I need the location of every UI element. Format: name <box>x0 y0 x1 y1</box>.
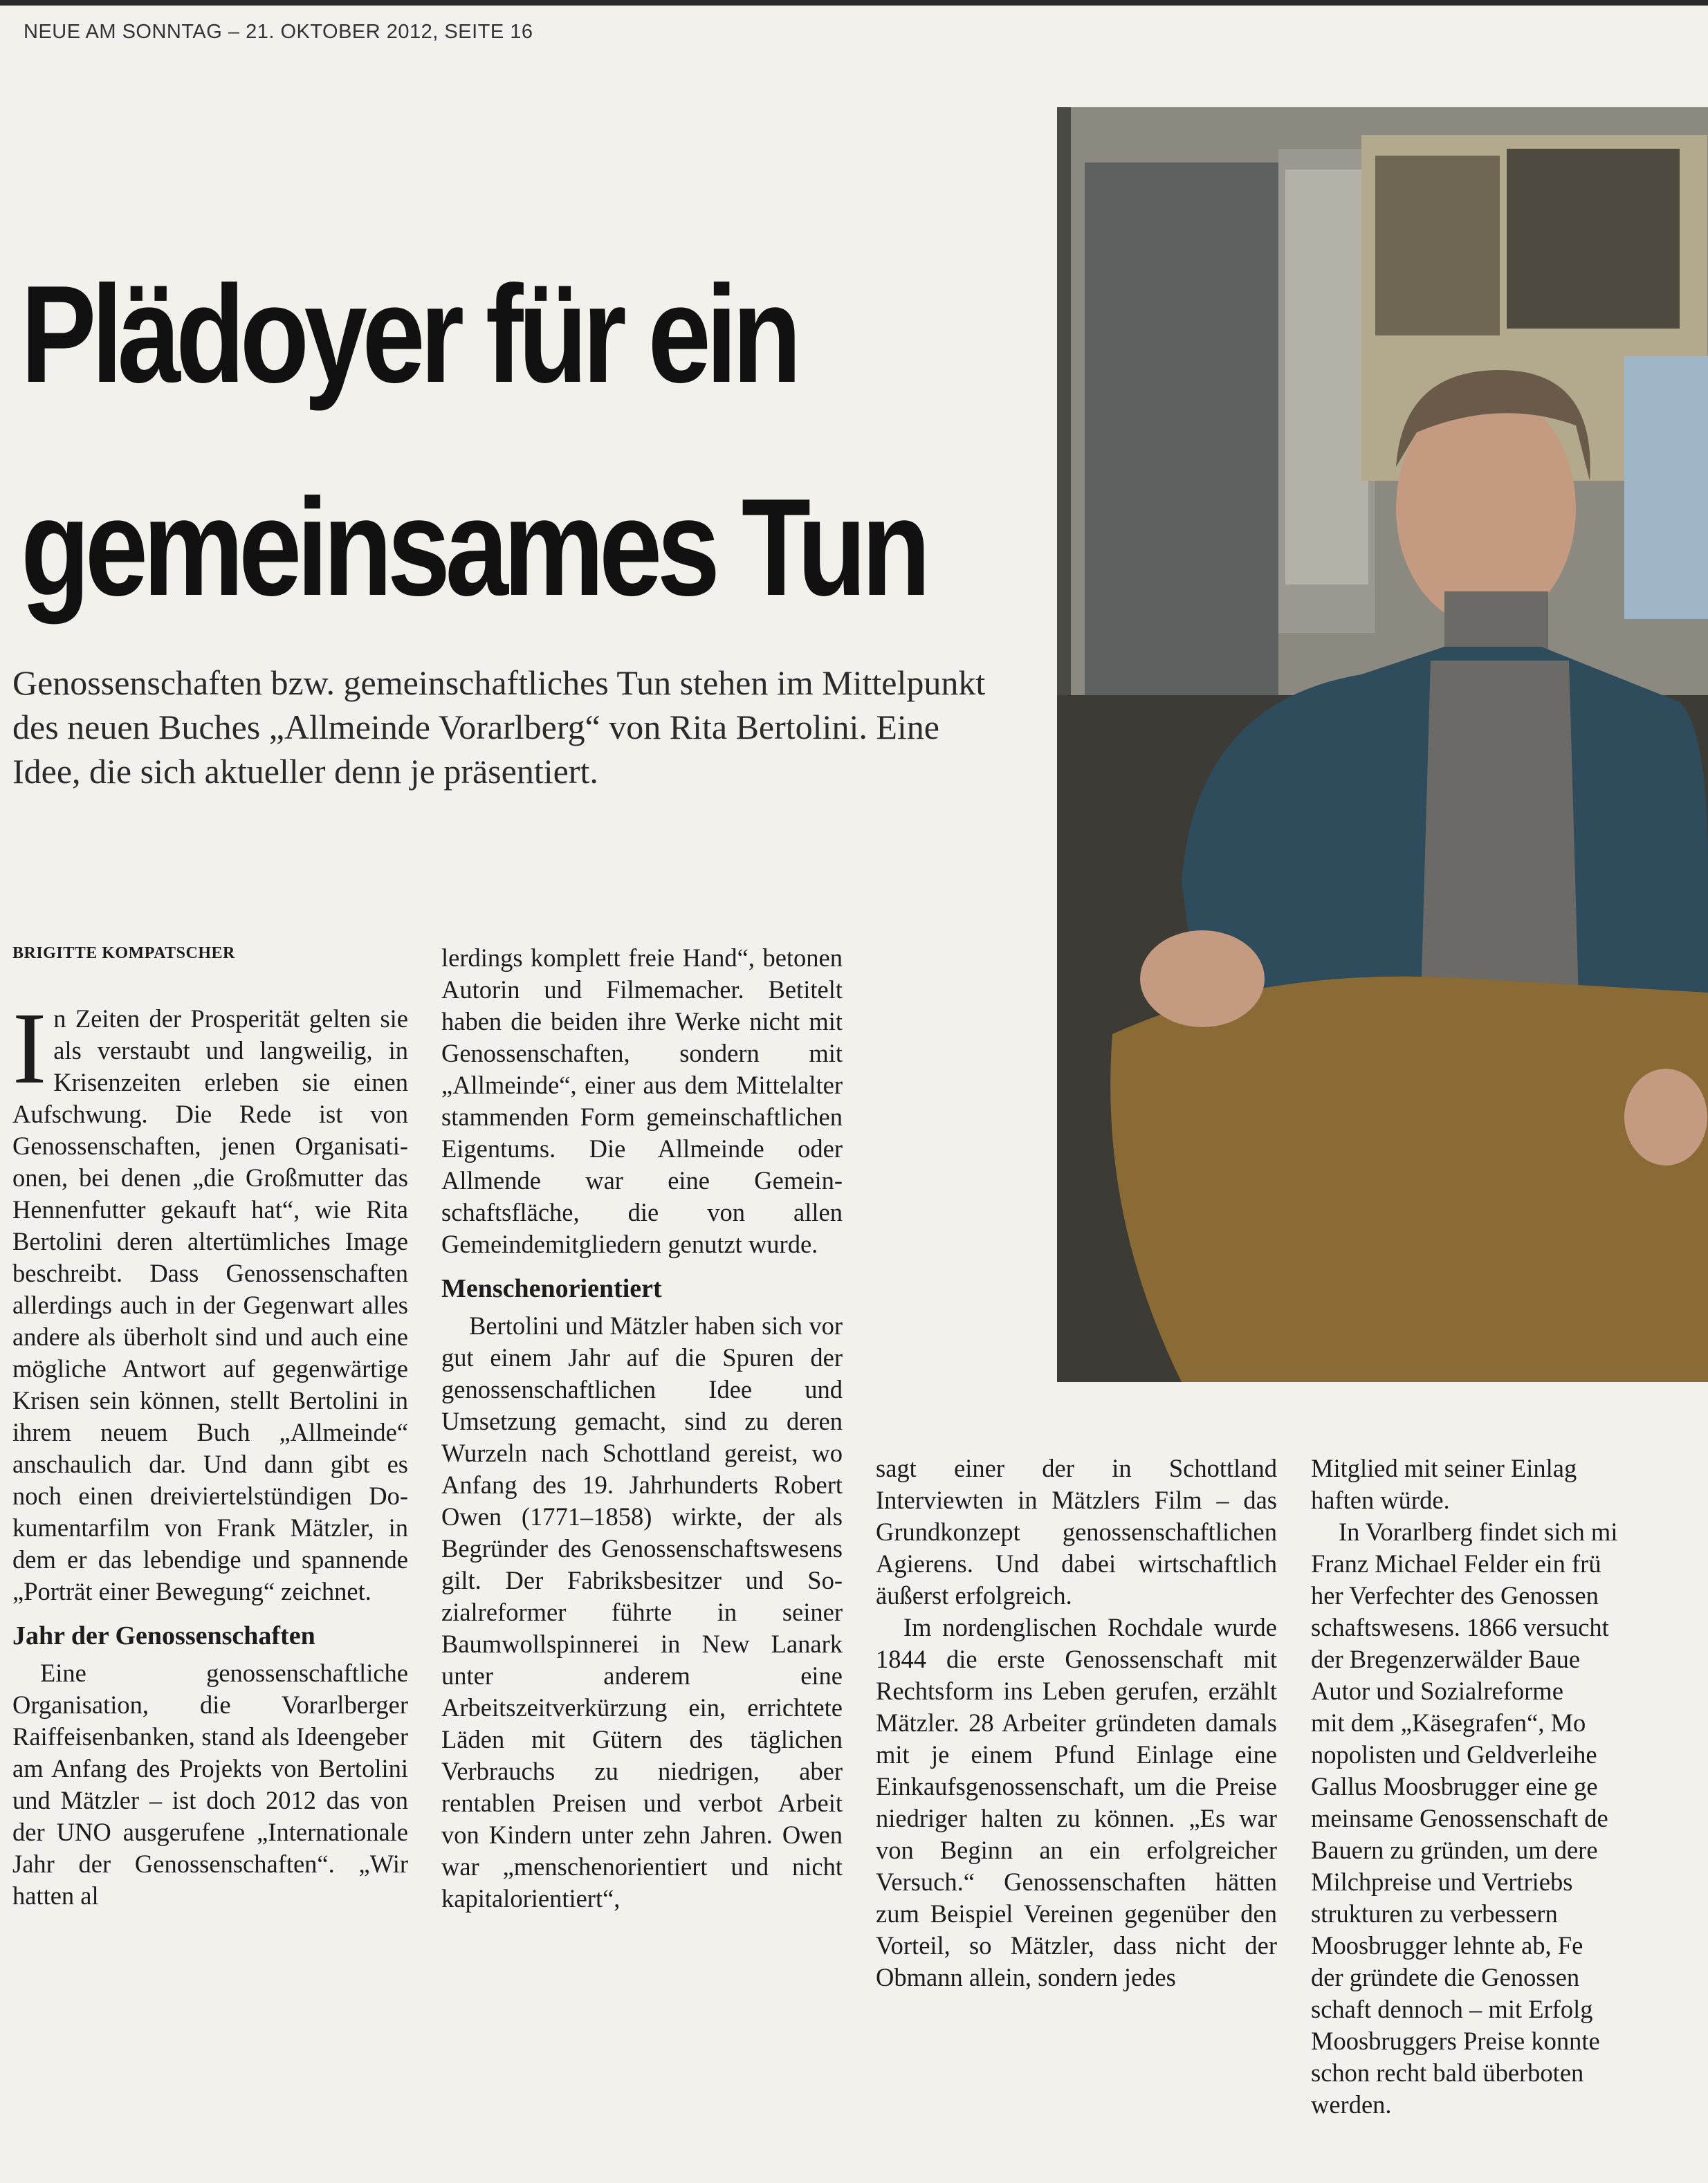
body-paragraph: n Zeiten der Prosperität gelten sie als verstaubt und langweilig, in Krisenzeiten erleben sie einen Aufschwung. Die Rede ist von Genossenschaften, jenen Organisationen, bei denen „die Großmutter das Hennenfutter gekauft hat“, wie Rita Bertolini deren altertümliches Image beschreibt. Dass Genossenschaften allerdings auch in der Gegenwart alles andere als überholt sind und auch eine mögliche Antwort auf gegenwärtige Krisen sein können, stellt Bertolini in ihrem neuem Buch „Allmeinde“ anschaulich dar. Und dann gibt es noch einen dreiviertelstündigen Dokumentarfilm von Frank Mätzler, in dem er das lebendige und spannende „Porträt einer Bewegung“ zeichnet. <box>12 1004 408 1605</box>
text-line: werden. <box>1311 2090 1392 2119</box>
headline-line-2: gemeinsames Tun <box>21 470 926 625</box>
text-line: meinsame Genossenschaft de <box>1311 1804 1608 1832</box>
text-line: Autor und Sozialreforme <box>1311 1677 1563 1705</box>
text-line: strukturen zu verbessern <box>1311 1899 1558 1928</box>
text-line: schaftswesens. 1866 versucht <box>1311 1613 1609 1641</box>
body-paragraph: Bertolini und Mätzler haben sich vor gut einem Jahr auf die Spuren der genossenschaftlichen Idee und Umsetzung gemacht, sind zu deren Wurzeln nach Schottland gereist, wo Anfang des 19. Jahrhunderts Robert Owen (1771–1858) wirkte, der als Begründer des Genossenschaftswesens gilt. Der Fabriksbesitzer und Sozialreformer führte in seiner Baumwollspinnerei in New Lanark unter anderem eine Arbeitszeitverkürzung ein, errichtete Läden mit Gütern des täglichen Verbrauchs zu niedrigen, aber rentablen Preisen und verbot Arbeit von Kindern unter zehn Jahren. Owen war „menschenorientiert und nicht kapitalorientiert“, <box>441 1311 843 1913</box>
text-line: nopolisten und Geldverleihe <box>1311 1740 1597 1769</box>
text-line: her Verfechter des Genossen <box>1311 1581 1599 1610</box>
headline <box>21 228 926 654</box>
text-line: Mitglied mit seiner Einlag <box>1311 1454 1577 1482</box>
body-paragraph: Im nordenglischen Rochdale wurde 1844 die erste Genossenschaft mit Rechtsform ins Leben gerufen, erzählt Mätzler. 28 Arbeiter gründeten damals mit je einem Pfund Einlage eine Einkaufsgenossenschaft, um die Preise niedriger halten zu können. „Es war von Beginn an ein erfolgreicher Versuch.“ Genossenschaften hätten zum Beispiel Vereinen gegenüber den Vorteil, so Mätzler, dass nicht der Obmann allein, sondern jedes <box>876 1613 1277 1991</box>
text-line: schon recht bald überboten <box>1311 2058 1584 2087</box>
body-paragraph: Eine genossenschaftliche Organisation, die Vorarlberger Raiffeisenbanken, stand als Ideengeber am Anfang des Projekts von Bertolini und Mätzler – ist doch 2012 das von der UNO ausgerufene „Internationale Jahr der Genossenschaften“. „Wir hatten al <box>12 1659 408 1910</box>
text-line: Moosbruggers Preise konnte <box>1311 2027 1600 2055</box>
text-line: Bauern zu gründen, um dere <box>1311 1836 1598 1864</box>
article-column-2 <box>441 942 843 1915</box>
top-rule <box>0 0 1708 6</box>
article-column-3 <box>876 1453 1277 1993</box>
text-line: In Vorarlberg findet sich mi <box>1339 1518 1618 1546</box>
text-line: mit dem „Käsegrafen“, Mo <box>1311 1708 1586 1737</box>
text-line: Gallus Moosbrugger eine ge <box>1311 1772 1598 1800</box>
text-line: schaft dennoch – mit Erfolg <box>1311 1995 1593 2023</box>
article-column-4 <box>1311 1453 1708 2121</box>
text-line: der Bregenzerwälder Baue <box>1311 1645 1581 1673</box>
article-column-1 <box>12 992 408 1912</box>
text-line: der gründete die Genossen <box>1311 1963 1580 1991</box>
lead-paragraph: Genossenschaften bzw. gemeinschaftliches Tun stehen im Mittelpunkt des neuen Buches „Allmeinde Vorarlberg“ von Rita Bertolini. Eine Idee, die sich aktueller denn je präsentiert. <box>12 663 986 791</box>
text-line: Franz Michael Felder ein frü <box>1311 1549 1601 1578</box>
body-paragraph: lerdings komplett freie Hand“, betonen Autorin und Filmemacher. Betitelt haben die beiden ihre Werke nicht mit Genossenschaften, sondern mit „Allmeinde“, einer aus dem Mittelalter stammenden Form gemeinschaftlichen Eigentums. Die Allmeinde oder Allmende war eine Gemeinschaftsfläche, die von allen Gemeindemitgliedern genutzt wurde. <box>441 943 843 1258</box>
page-header: NEUE AM SONNTAG – 21. OKTOBER 2012, SEITE 16 <box>24 21 533 43</box>
drop-cap: I <box>12 992 47 1105</box>
subheading: Menschenorientiert <box>441 1274 662 1303</box>
author-byline: BRIGITTE KOMPATSCHER <box>12 944 235 962</box>
portrait-photo <box>1057 107 1708 1382</box>
text-line: Milchpreise und Vertriebs <box>1311 1868 1573 1896</box>
text-line: Moosbrugger lehnte ab, Fe <box>1311 1931 1583 1960</box>
headline-line-1: Plädoyer für ein <box>21 257 797 412</box>
text-line: haften würde. <box>1311 1486 1450 1514</box>
subheading: Jahr der Genossenschaften <box>12 1621 315 1650</box>
body-paragraph: sagt einer der in Schottland Interviewten in Mätzlers Film – das Grundkonzept genossenschaftlichen Agierens. Und dabei wirtschaftlich äußerst erfolgreich. <box>876 1454 1277 1610</box>
